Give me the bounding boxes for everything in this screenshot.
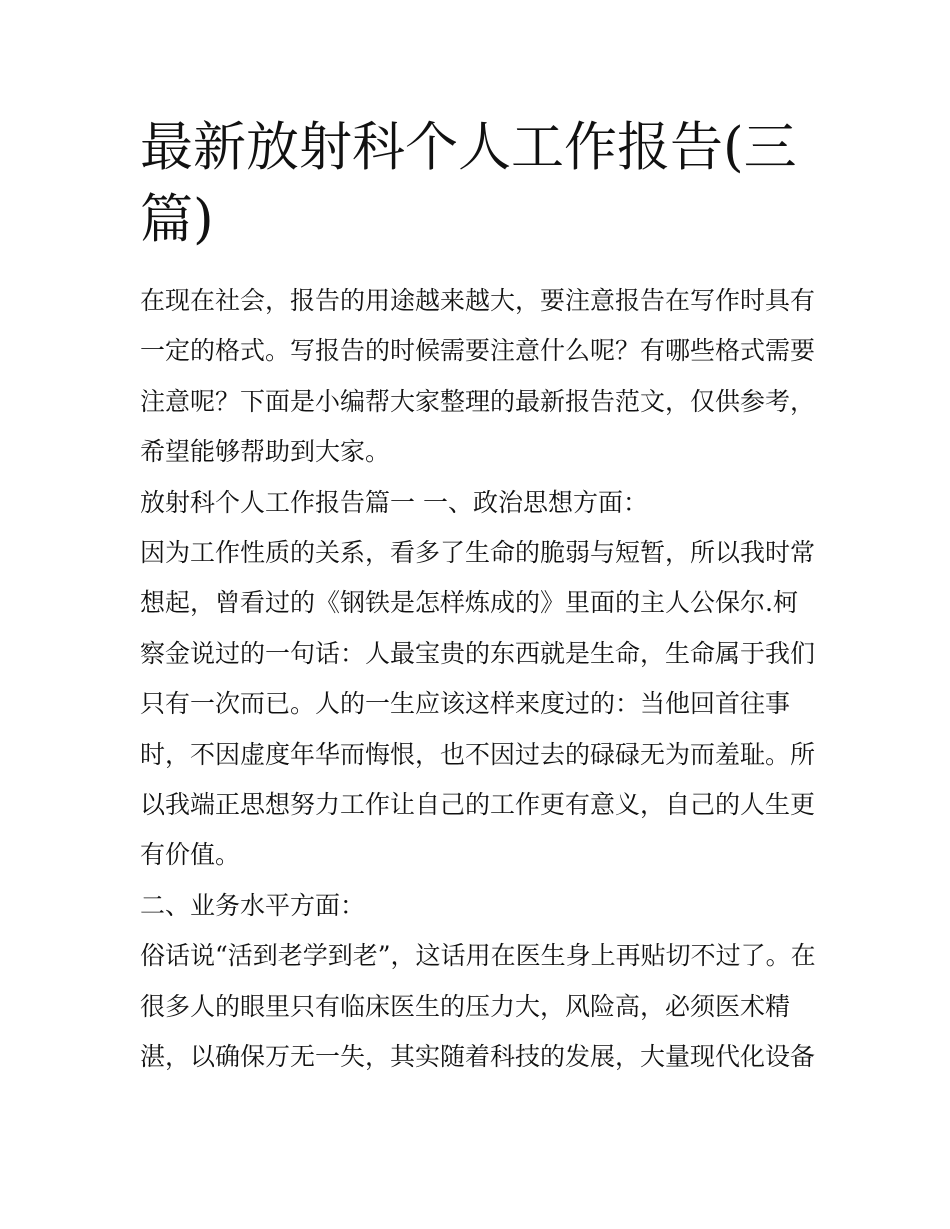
section-heading-politics: 放射科个人工作报告篇一 一、政治思想方面： <box>140 487 648 517</box>
document-title: 最新放射科个人工作报告(三篇) <box>140 117 797 250</box>
intro-paragraph: 在现在社会，报告的用途越来越大，要注意报告在写作时具有一定的格式。写报告的时候需要注意什么呢？有哪些格式需要注意呢？下面是小编帮大家整理的最新报告范文，仅供参考，希望能够帮助到大家。 <box>140 286 816 467</box>
politics-paragraph: 因为工作性质的关系，看多了生命的脆弱与短暂，所以我时常想起，曾看过的《钢铁是怎样炼成的》里面的主人公保尔.柯察金说过的一句话：人最宝贵的东西就是生命，生命属于我们只有一次而已。人的一生应该这样来度过的：当他回首往事时，不因虚度年华而悔恨，也不因过去的碌碌无为而羞耻。所以我端正思想努力工作让自己的工作更有意义，自己的人生更有价值。 <box>140 538 816 870</box>
skills-paragraph: 俗话说“活到老学到老”，这话用在医生身上再贴切不过了。在很多人的眼里只有临床医生的压力大，风险高，必须医术精湛，以确保万无一失，其实随着科技的发展，大量现代化设备 <box>140 941 816 1072</box>
section-heading-skills: 二、业务水平方面： <box>140 890 366 920</box>
document-body <box>140 276 820 1083</box>
